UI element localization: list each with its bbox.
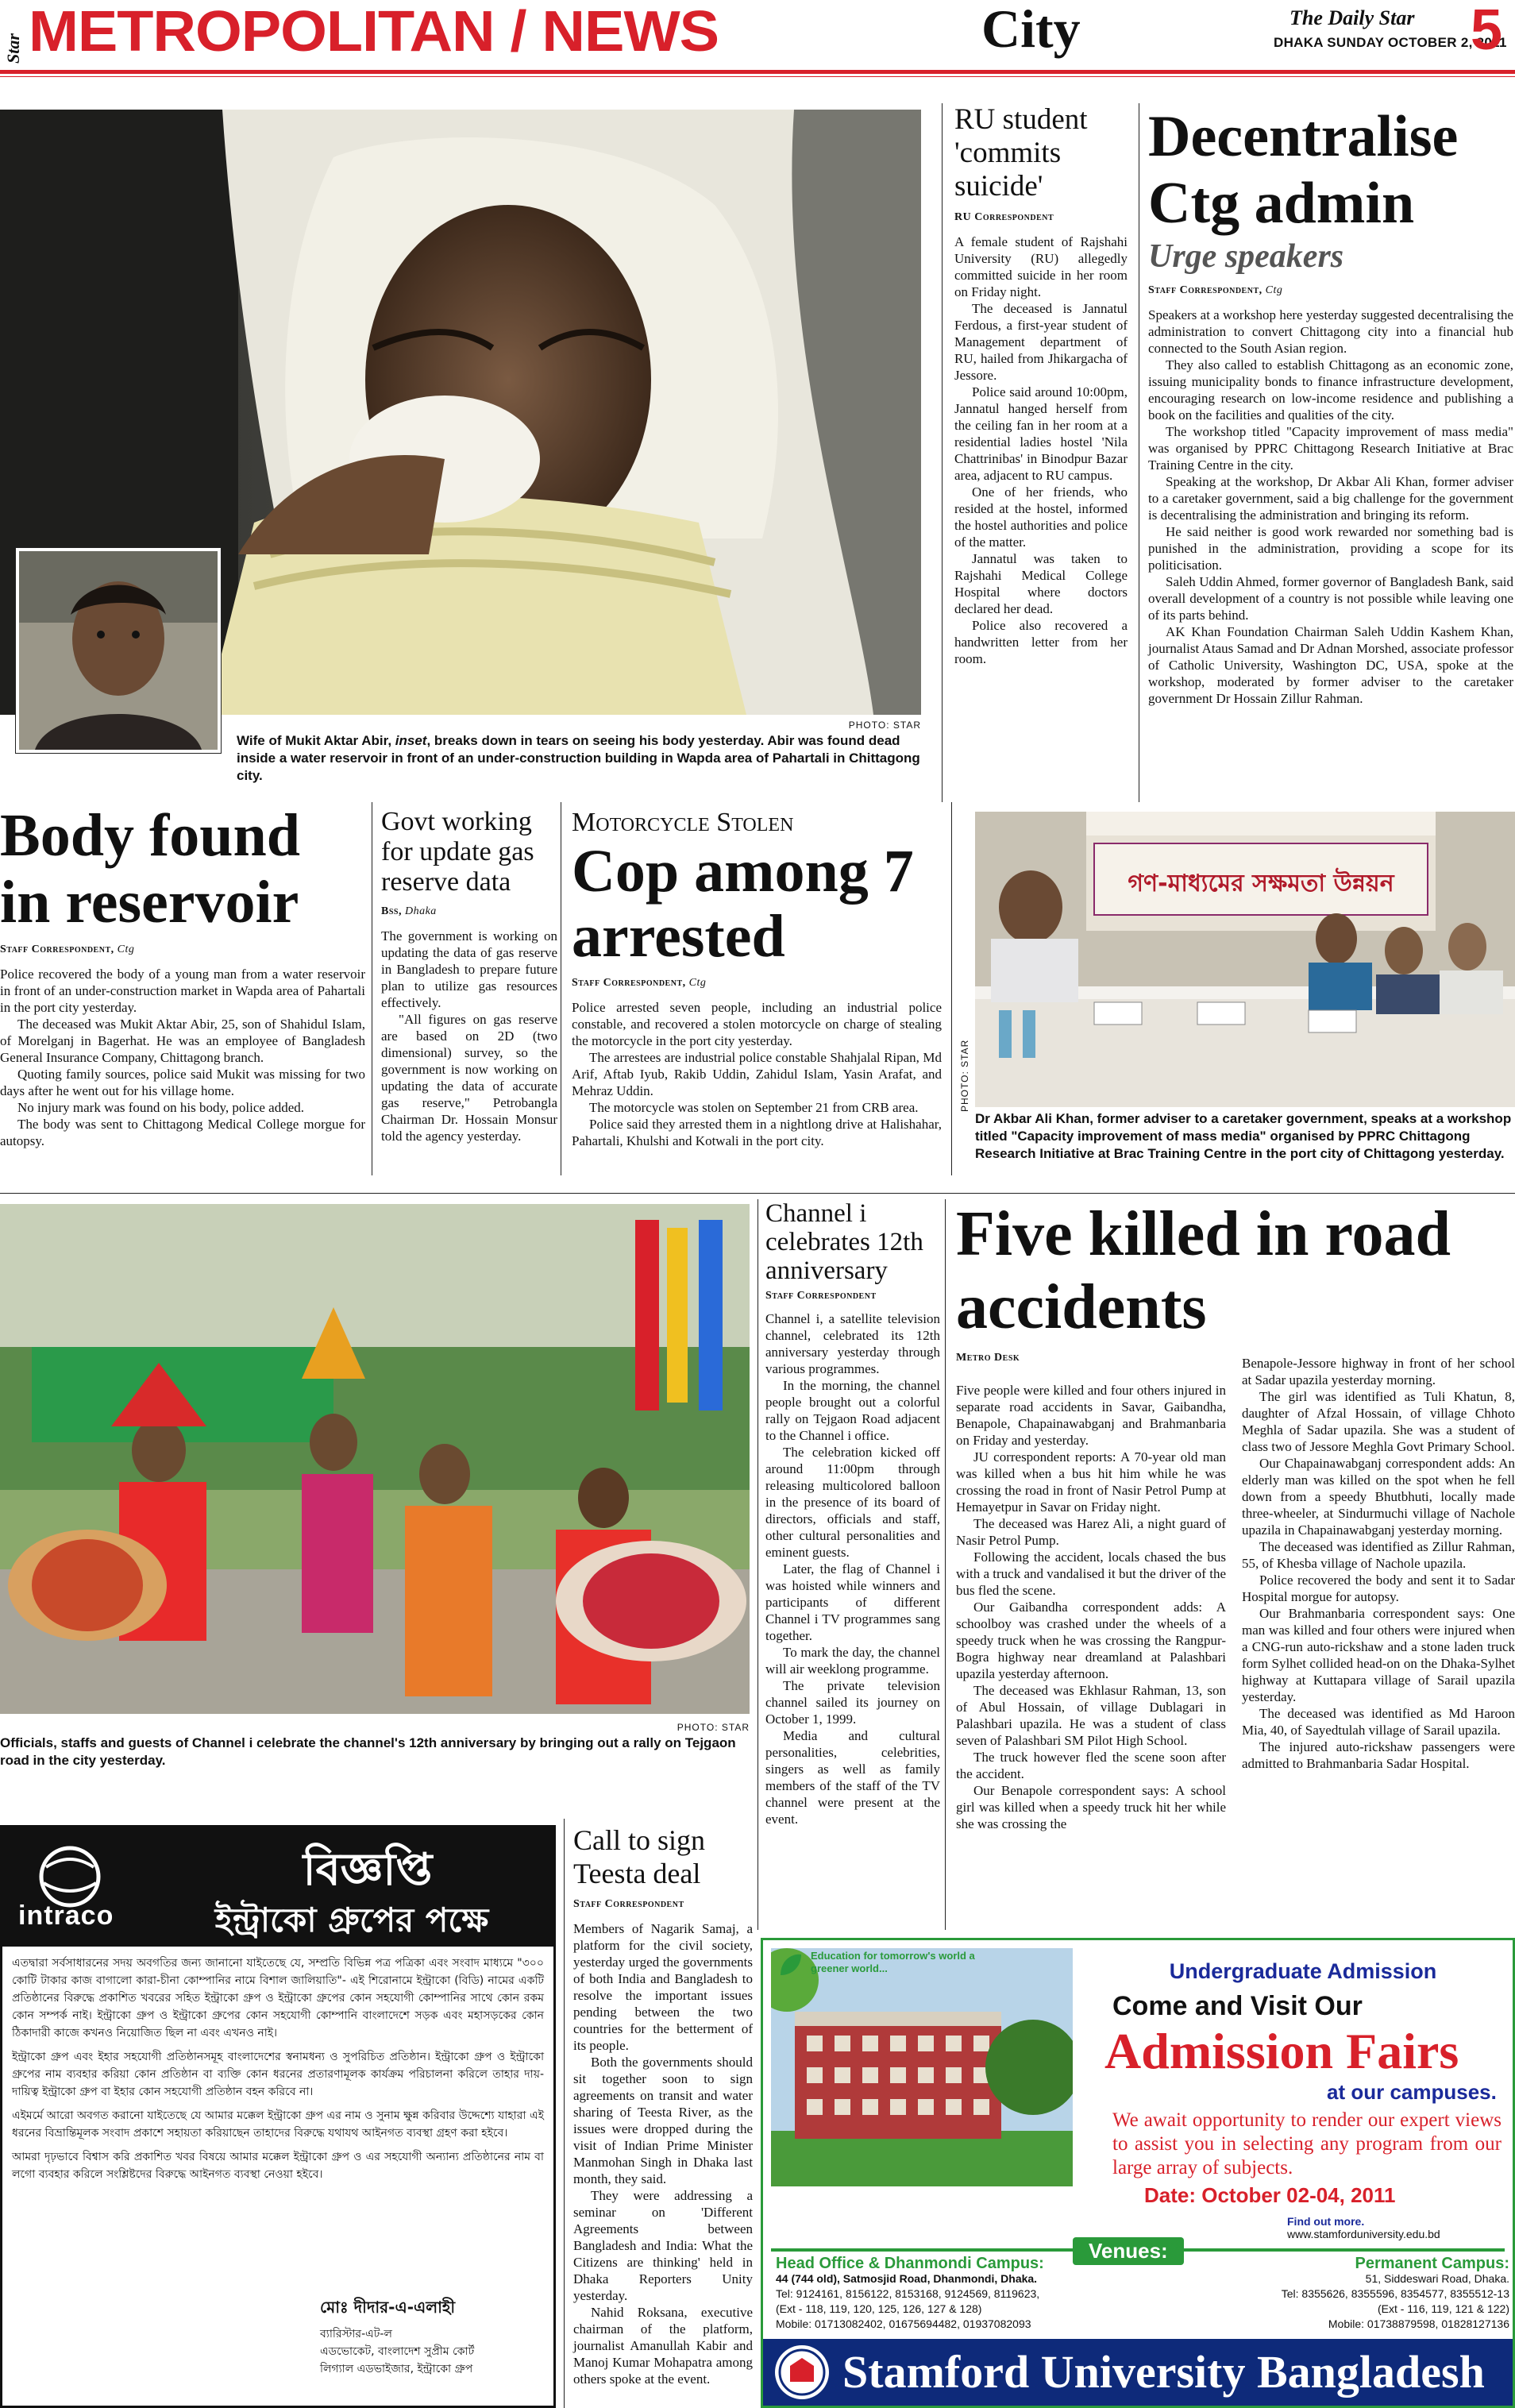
stamford-date: Date: October 02-04, 2011 — [1144, 2183, 1396, 2207]
star-logo: Star — [3, 33, 23, 64]
section-title: METROPOLITAN / NEWS — [29, 0, 719, 64]
stamford-find-out: Find out more. — [1287, 2215, 1365, 2228]
workshop-banner-text: গণ-মাধ্যমের সক্ষমতা উন্নয়ন — [1128, 870, 1394, 897]
channel-photo-image — [0, 1204, 750, 1714]
intraco-ad — [0, 1825, 556, 2408]
inset-photo — [16, 548, 221, 753]
lead-photo-credit: PHOTO: STAR — [848, 720, 921, 731]
stamford-name: Stamford University Bangladesh — [842, 2346, 1485, 2398]
stamford-heading: Undergraduate Admission — [1169, 1959, 1437, 1983]
stamford-tagline: Education for tomorrow's world a greener world... — [811, 1950, 975, 1974]
inset-photo-image — [19, 551, 218, 750]
stamford-fairs: Admission Fairs — [1104, 2023, 1459, 2079]
teesta-body: Members of Nagarik Samaj, a platform for the civil society, yesterday urged the governments of both India and Bangladesh to resolve the important issues pending between the two countries for the betterment of its people. Both the governments should sit together soon to sign agreements on transit and water sharing of Teesta River, as the issues were dropped during the visit of Indian Prime Minister Manmohan Singh in Dhaka last month, they said. They were addressing a seminar on 'Different Agreements between Bangladesh and India: What the Citizens are thinking' held in Dhaka Reporters Unity yesterday. Nahid Roksana, executive chairman of the platform, journalist Amanullah Kabir and Manoj Kumar Mohapatra among others spoke at the event. — [573, 1921, 753, 2387]
intraco-ad-subtitle: ইন্ট্রাকো গ্রুপের পক্ষে — [214, 1901, 489, 1939]
rule-teesta-left — [564, 1819, 565, 2408]
masthead-rule-thin — [0, 76, 1515, 77]
decentralise-subhead: Urge speakers — [1148, 238, 1344, 275]
dateline: DHAKA SUNDAY OCTOBER 2, 2011 — [1274, 35, 1507, 50]
stamford-campus-photo — [771, 1948, 1073, 2186]
stamford-permanent: Permanent Campus: 51, Siddeswari Road, Dhaka. Tel: 8355626, 8355596, 8354577, 8355512-13 (Ext - 116, 119, 121 & 122) Mobile: 01738879598, 01828127136 — [1281, 2255, 1509, 2330]
stamford-venues: Venues: — [1073, 2237, 1184, 2265]
workshop-photo — [975, 812, 1515, 1107]
cop-article — [572, 807, 942, 1149]
workshop-photo-caption: Dr Akbar Ali Khan, former adviser to a caretaker government, speaks at a workshop titled "Capacity improvement of mass media" organised by PPRC Chittagong Research Initiative at Brac Training Centre in the port city of Chittagong yesterday. — [975, 1111, 1512, 1161]
teesta-byline: Staff Correspondent — [573, 1898, 684, 1910]
paper-name: The Daily Star — [1289, 6, 1415, 29]
body-found-byline: Staff Correspondent, Ctg — [0, 944, 135, 955]
decentralise-byline: Staff Correspondent, Ctg — [1148, 284, 1283, 296]
intraco-ad-signer: মোঃ দীদার-এ-এলাহী ব্যারিস্টার-এট-ল এডভোকেট, বাংলাদেশ সুপ্রীম কোর্ট লিগ্যাল এডভাইজার, ইন্ট্রাকো গ্রুপ — [320, 2298, 475, 2375]
masthead-rule — [0, 70, 1515, 74]
workshop-photo-credit: PHOTO: STAR — [959, 1039, 970, 1112]
channel-i-body: Channel i, a satellite television channel, celebrated its 12th anniversary yesterday through various programmes. In the morning, the channel people brought out a colorful rally on Tejgaon Road adjacent to the Channel i office. The celebration kicked off around 11:00pm through releasing multicolored balloon in the presence of its board of directors, officials and staff, other cultural personalities and eminent guests. Later, the flag of Channel i was hoisted while winners and participants of different Channel i TV programmes sang together. To mark the day, the channel will air weeklong programme. The private television channel sailed its journey on October 1, 1999. Media and cultural personalities, celebrities, singers as well as family members of the staff of the TV channel were present at the event. — [765, 1311, 940, 1827]
channel-i-article — [765, 1199, 940, 1827]
channel-photo — [0, 1204, 750, 1714]
cop-body: Police arrested seven people, including an industrial police constable, and recovered a stolen motorcycle on charge of stealing the motorcycle in the port city yesterday. The arrestees are industrial police constable Shahjalal Ripan, Md Arif, Aftab Iyub, Rakib Uddin, Zahidul Islam, Yasin Arafat, and Mehraz Uddin. The motorcycle was stolen on September 21 from CRB area. Police said they arrested them in a nightlong drive at Halishahar, Pahartali, Khulshi and Kotwali in the port city. — [572, 1000, 942, 1148]
gas-reserve-byline: Bss, Dhaka — [381, 905, 437, 917]
rule-fivekilled-left — [945, 1199, 946, 1930]
channel-photo-caption: Officials, staffs and guests of Channel i celebrate the channel's 12th anniversary by bringing out a rally on Tejgaon road in the city yesterday. — [0, 1735, 736, 1768]
masthead — [0, 0, 1515, 70]
city-label: City — [981, 0, 1081, 59]
decentralise-article — [1148, 103, 1513, 707]
ru-student-body: A female student of Rajshahi University (RU) allegedly committed suicide in her room on Friday night. The deceased is Jannatul Ferdous, a first-year student of Management department of RU, hailed from Jhikargacha of Jessore. Police said around 10:00pm, Jannatul hanged herself from the ceiling fan in her room at a residential ladies hostel 'Nila Chattrinibas' in Binodpur Bazar area, adjacent to RU campus. One of her friends, who resided at the hostel, informed the hostel authorities and police of the matter. Jannatul was taken to Rajshahi Medical College Hospital where doctors declared her dead. Police also recovered a handwritten letter from her room. — [954, 234, 1128, 666]
cop-byline: Staff Correspondent, Ctg — [572, 977, 707, 989]
intraco-logo: intraco — [18, 1901, 114, 1931]
stamford-crest-icon — [771, 2342, 833, 2402]
body-found-article — [0, 802, 365, 1149]
rule-row3 — [0, 1193, 1515, 1194]
intraco-ad-title: বিজ্ঞপ্তি — [303, 1844, 433, 1896]
stamford-head-office: Head Office & Dhanmondi Campus: 44 (744 old), Satmosjid Road, Dhanmondi, Dhaka. Tel: 9124161, 8156122, 8153168, 9124569, 8119623, (Ext - 118, 119, 120, 125, 126, 127 & 128) Mobile: 01713082402, 01675694482, 01937082093 — [776, 2255, 1044, 2330]
stamford-leaf-icon — [777, 1951, 804, 1978]
five-killed-headline: Five killed in road accidents — [956, 1199, 1451, 1342]
rule-workshop-left — [951, 802, 952, 1175]
intraco-ad-header — [2, 1827, 553, 1947]
ru-student-headline: RU student 'commits suicide' — [954, 103, 1088, 203]
gas-reserve-body: The government is working on updating the data of gas reserve in Bangladesh to prepare future plan to utilize gas resources effectively. "All figures on gas reserve are based on 2D (two dimensional) survey, so the government is now working on updating the data of accurate gas reserve," Petrobangla Chairman Dr. Hossain Monsur told the agency yesterday. — [381, 928, 557, 1144]
teesta-article — [573, 1823, 753, 2387]
gas-reserve-headline: Govt working for update gas reserve data — [381, 807, 534, 897]
five-killed-byline: Metro Desk — [956, 1352, 1020, 1364]
channel-i-byline: Staff Correspondent — [765, 1290, 877, 1302]
stamford-await: We await opportunity to render our expert views to assist you in selecting any program from our large array of subjects. — [1112, 2109, 1502, 2178]
body-found-headline: Body found in reservoir — [0, 802, 301, 936]
ru-student-article — [954, 103, 1128, 667]
teesta-headline: Call to sign Teesta deal — [573, 1824, 706, 1889]
stamford-footer — [763, 2339, 1513, 2406]
channel-photo-credit: PHOTO: STAR — [677, 1722, 750, 1733]
stamford-ad — [761, 1938, 1515, 2408]
cop-kicker: Motorcycle Stolen — [572, 808, 794, 837]
page-number: 5 — [1471, 0, 1503, 62]
five-killed-col2: Benapole-Jessore highway in front of her school at Sadar upazila yesterday morning. The girl was identified as Tuli Khatun, 8, daughter of Afzal Hossain, of village Chhoto Meghla of Sadar upazila. She was a student of class two of Jessore Meghla Govt Primary School. Our Chapainawabganj correspondent adds: An elderly man was killed on the spot when he fell down from a speedy Bhutbhuti, locally made three-wheeler, at Sindurmuchi village of Nachole upazila in Chapainawabganj yesterday morning. The deceased was identified as Zillur Rahman, 55, of Khesba village of Nachole upazila. Police recovered the body and sent it to Sadar Hospital morgue for autopsy. Our Brahmanbaria correspondent says: One man was killed and four others were injured when a CNG-run auto-rickshaw and a stone laden truck form Sylhet collided head-on on the Dhaka-Sylhet highway at Kuttapara village of Sarail upazila yesterday. The deceased was identified as Md Haroon Mia, 40, of Sayedtulah village of Sarail upazila. The injured auto-rickshaw passengers were admitted to Brahmanbaria Sadar Hospital. — [1242, 1356, 1515, 1771]
stamford-come-visit: Come and Visit Our — [1112, 1991, 1363, 2021]
workshop-photo-image — [975, 812, 1515, 1107]
decentralise-body: Speakers at a workshop here yesterday suggested decentralising the administration to convert Chittagong city into a financial hub connected to the South Asian region. They also called to establish Chittagong as an economic zone, issuing municipality bonds to finance infrastructure development, encouraging research on low-income residence and publishing a book on the facilities and qualities of the city. The workshop titled "Capacity improvement of mass media" was organised by PPRC Chittagong Research Initiative at Brac Training Centre in the city. Speaking at the workshop, Dr Akbar Ali Khan, former adviser to a caretaker government, said a big challenge for the government is decentralising the administration and bringing its reform. He said neither is good work rewarded nor something bad is punished in the administration, providing a scope for its politicisation. Saleh Uddin Ahmed, former governor of Bangladesh Bank, said overall development of a country is not possible while leaving one of its parts behind. AK Khan Foundation Chairman Saleh Uddin Kashem Khan, journalist Ataus Samad and Dr Adnan Morshed, associate professor of Catholic University, Washington DC, USA, spoke at the workshop, moderated by former adviser to the caretaker government Dr Hossain Zillur Rahman. — [1148, 307, 1513, 706]
lead-photo-caption: Wife of Mukit Aktar Abir, inset, breaks down in tears on seeing his body yesterday. Abir was found dead inside a water reservoir in front of an under-construction building in Wapda area of Pahartali in Chittagong city. — [237, 733, 920, 783]
channel-i-headline: Channel i celebrates 12th anniversary — [765, 1199, 923, 1285]
stamford-website: www.stamforduniversity.edu.bd — [1287, 2228, 1440, 2240]
decentralise-headline: Decentralise Ctg admin — [1148, 104, 1459, 236]
gas-reserve-article — [381, 807, 557, 1144]
five-killed-col1: Five people were killed and four others injured in separate road accidents in Savar, Gaibandha, Benapole, Chapainawabganj and Brahmanbaria on Friday and yesterday. JU correspondent reports: A 70-year old man was killed when a bus hit him while he was crossing the road in front of Nasir Petrol Pump at Hemayetpur in Savar on Friday night. The deceased was Harez Ali, a night guard of Nasir Petrol Pump. Following the accident, locals chased the bus with a truck and vandalised it but the driver of the bus fled the scene. Our Gaibandha correspondent adds: A schoolboy was crashed under the wheels of a speedy truck when he was crossing the Rangpur-Bogra highway near dreamland at Palashbari upazila yesterday afternoon. The deceased was Ekhlasur Rahman, 13, son of Abul Hossain, of village Dublagari in Palashbari upazila. He was a student of class seven of Palashbari SM Pilot High School. The truck however fled the scene soon after the accident. Our Benapole correspondent says: A school girl was killed when a speedy truck hit her while she was crossing the — [956, 1383, 1226, 1831]
ru-student-byline: RU Correspondent — [954, 211, 1054, 223]
cop-headline: Cop among 7 arrested — [572, 838, 914, 970]
stamford-at-campuses: at our campuses. — [1327, 2080, 1497, 2104]
rule-ru-left — [942, 103, 943, 802]
intraco-ad-body: এতদ্বারা সর্বসাধারনের সদয় অবগতির জন্য জানানো যাইতেছে যে, সম্প্রতি বিভিন্ন পত্র পত্রিকা এবং সংবাদ মাধ্যমে "৩০০ কোটি টাকার কাজ বাগালো কারা-চীনা কোম্পানির নামে বিশাল জালিয়াতি"- এই শিরোনামে ইন্ট্রাকো (বিডি) নামের একটি প্রতিষ্ঠানের বিরুদ্ধে প্রকাশিত খবরের সহিত ইন্ট্রাকো গ্রুপ ও ইন্ট্রাকো গ্রুপের কোন সহযোগী কোম্পানির সাথে কোন রকম কোন সম্পর্ক নাই। ইন্ট্রাকো গ্রুপ ও ইন্ট্রাকো গ্রুপের কোন সহযোগী কোম্পানি বাংলাদেশে সড়ক এবং মহাসড়কের কোন ঠিকাদারী কাজে কখনও নিয়োজিত ছিল না এবং এখনও নাই। ইন্ট্রাকো গ্রুপ এবং ইহার সহযোগী প্রতিষ্ঠানসমূহ বাংলাদেশের স্বনামধন্য ও সুপরিচিত প্রতিষ্ঠান। ইন্ট্রাকো গ্রুপ ও ইন্ট্রাকো গ্রুপের নাম ব্যবহার করিয়া কোন প্রতিষ্ঠান বা ব্যক্তি কোন ধরনের প্রতারণামূলক কার্যক্রম পরিচালনা করিলে তাহার দায়-দায়িত্ব ইন্ট্রাকো গ্রুপ বা ইহার কোন সহযোগী প্রতিষ্ঠান বহন করিবে না। এইমর্মে আরো অবগত করানো যাইতেছে যে আমার মক্কেল ইন্ট্রাকো গ্রুপ এর নাম ও সুনাম ক্ষুন্ন করিবার উদ্দেশ্যে যাহারা এই ধরনের বিভ্রান্তিমূলক সংবাদ প্রকাশে সহায়তা করিয়াছেন তাহাদের বিরুদ্ধে যথাযথ আইনগত ব্যবস্থা গ্রহণ করা হইবে। আমরা দৃঢ়ভাবে বিশ্বাস করি প্রকাশিত খবর বিষয়ে আমার মক্কেল ইন্ট্রাকো গ্রুপ ও এর সহযোগী অন্যান্য প্রতিষ্ঠানের নাম বা লগো ব্যবহার করিলে সংশ্লিষ্টদের বিরুদ্ধে আইনগত ব্যবস্থা নেওয়া হইবে। — [12, 1957, 544, 2181]
five-killed-article — [956, 1198, 1515, 1372]
body-found-body: Police recovered the body of a young man from a water reservoir in front of an under-construction market in Wapda area of Pahartali in the port city yesterday. The deceased was Mukit Aktar Abir, 25, son of Shahidul Islam, of Morelganj in Bagerhat. He was an employee of Bangladesh General Insurance Company, Chittagong branch. Quoting family sources, police said Mukit was missing for two days after he went out for his village home. No injury mark was found on his body, police added. The body was sent to Chittagong Medical College morgue for autopsy. — [0, 967, 365, 1148]
